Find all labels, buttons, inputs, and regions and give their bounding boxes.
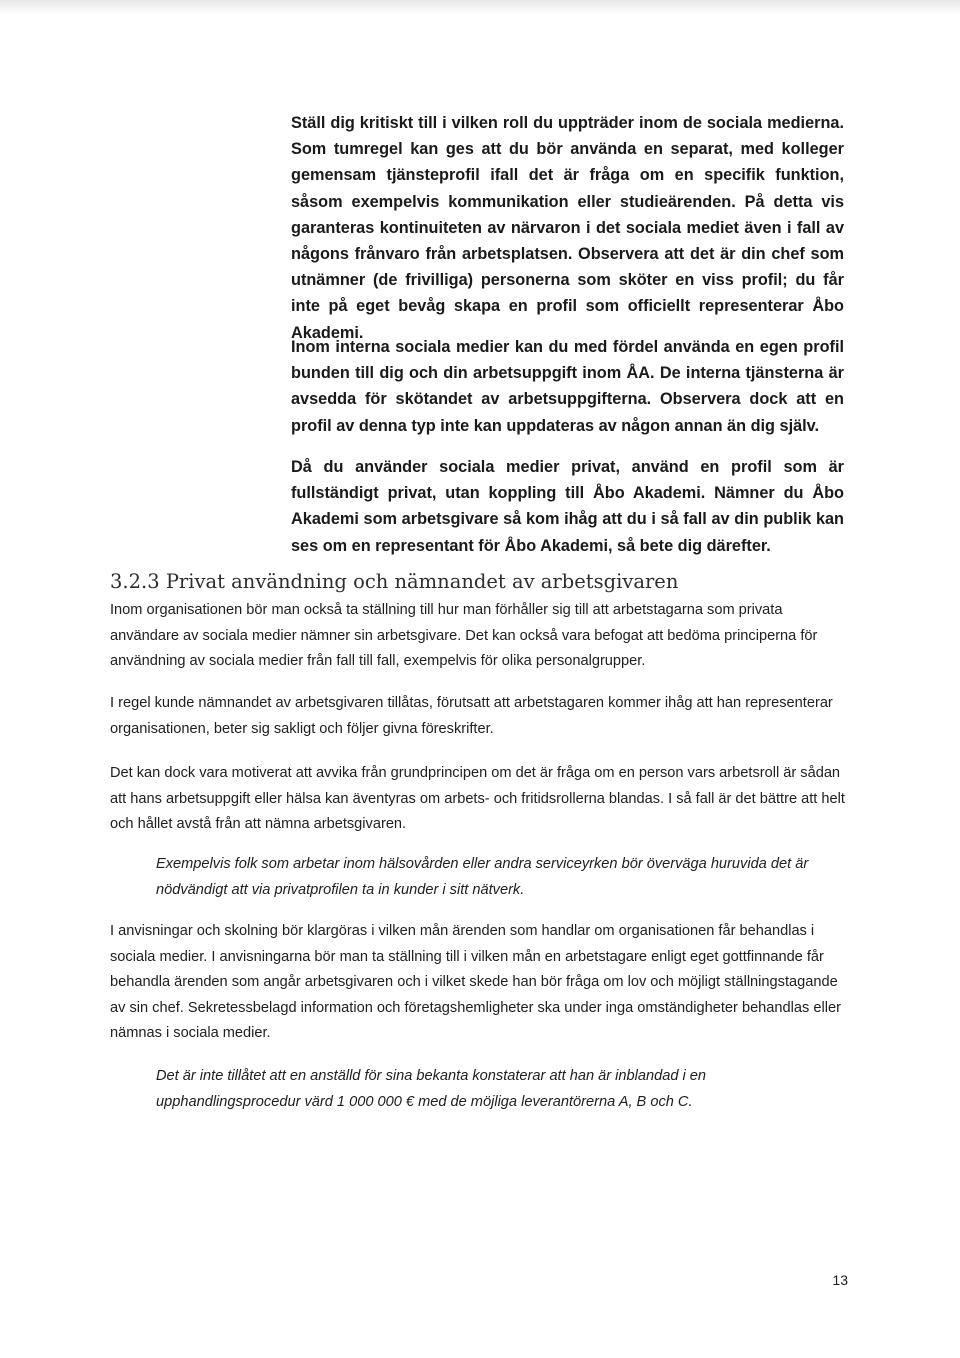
example-healthcare: Exempelvis folk som arbetar inom hälsovården eller andra serviceyrken bör överväga huruvida det är nödvändigt att via privatprofilen ta in kunder i sitt nätverk. (156, 856, 809, 898)
scan-top-edge (0, 0, 960, 14)
bold-paragraph-private-use: Då du använder sociala medier privat, använd en profil som är fullständigt privat, utan koppling till Åbo Akademi. Nämner du Åbo Akademi som arbetsgivare så kom ihåg att du i så fall av din publik kan ses om en representant för Åbo Akademi, så bete dig därefter. (291, 458, 844, 555)
body-paragraph-organisation: Inom organisationen bör man också ta ställning till hur man förhåller sig till att arbetstagarna som privata användare av sociala medier nämner sin arbetsgivare. Det kan också vara befogat att bedöma principerna för användning av sociala medier från fall till fall, exempelvis för olika personalgrupper. (110, 602, 818, 670)
body-paragraph-instructions: I anvisningar och skolning bör klargöras i vilken mån ärenden som handlar om organisationen får behandlas i sociala medier. I anvisningarna bör man ta ställning till i vilken mån en arbetstagare enligt eget gottfinnande får behandla ärenden som angår arbetsgivaren och i vilket skede han bör fråga om lov och möjligt ställningstagande av sin chef. Sekretessbelagd information och företagshemligheter ska under inga omständigheter behandlas eller nämnas i sociala medier. (110, 923, 841, 1042)
section-heading: 3.2.3 Privat användning och nämnandet av arbetsgivaren (110, 570, 679, 593)
page-number: 13 (832, 1272, 848, 1288)
bold-paragraph-profile-role: Ställ dig kritiskt till i vilken roll du uppträder inom de sociala medierna. Som tumregel kan ges att du bör använda en separat, med kolleger gemensam tjänsteprofil ifall det är fråga om en specifik funktion, såsom exempelvis kommunikation eller studieärenden. På detta vis garanteras kontinuiteten av närvaron i det sociala mediet även i fall av någons frånvaro från arbetsplatsen. Observera att det är din chef som utnämner (de frivilliga) personerna som sköter en viss profil; du får inte på eget bevåg skapa en profil som officiellt representerar Åbo Akademi. (291, 114, 844, 342)
example-procurement: Det är inte tillåtet att en anställd för sina bekanta konstaterar att han är inblandad i en upphandlingsprocedur värd 1 000 000 € med de möjliga leverantörerna A, B och C. (156, 1068, 707, 1110)
body-paragraph-exception: Det kan dock vara motiverat att avvika från grundprincipen om det är fråga om en person vars arbetsroll är sådan att hans arbetsuppgift eller hälsa kan äventyras om arbets- och fritidsrollerna blandas. I så fall är det bättre att helt och hållet avstå från att nämna arbetsgivaren. (110, 765, 845, 833)
body-paragraph-rule: I regel kunde nämnandet av arbetsgivaren tillåtas, förutsatt att arbetstagaren kommer ihåg att han representerar organisationen, beter sig sakligt och följer givna föreskrifter. (110, 695, 833, 737)
bold-paragraph-internal-media: Inom interna sociala medier kan du med fördel använda en egen profil bunden till dig och din arbetsuppgift inom ÅA. De interna tjänsterna är avsedda för skötandet av arbetsuppgifterna. Observera dock att en profil av denna typ inte kan uppdateras av någon annan än dig själv. (291, 338, 844, 435)
